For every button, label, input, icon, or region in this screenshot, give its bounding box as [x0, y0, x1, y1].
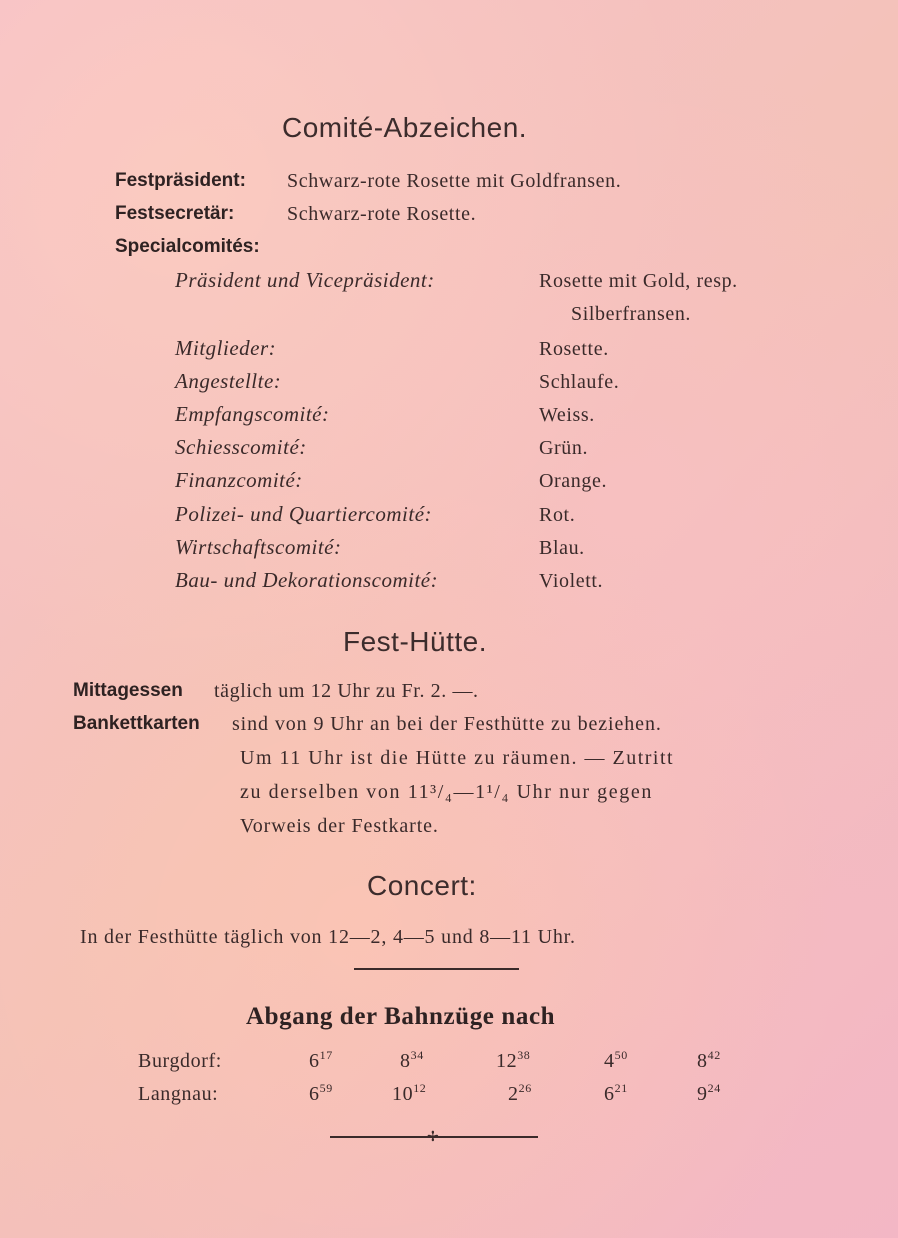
- specialcomites-label: Specialcomités:: [115, 236, 260, 257]
- bankett-text: sind von 9 Uhr an bei der Festhütte zu beziehen.: [232, 713, 662, 735]
- festsecretaer-value: Schwarz-rote Rosette.: [287, 203, 477, 225]
- comite-role: Angestellte:: [175, 369, 282, 393]
- train-time: $12^{38}$: [496, 1048, 531, 1072]
- comite-value: Schlaufe.: [539, 371, 620, 393]
- comite-value: Rot.: [539, 504, 576, 526]
- train-time: $6^{21}$: [604, 1081, 628, 1105]
- station-langnau: Langnau:: [138, 1083, 219, 1105]
- bankett-text: Vorweis der Festkarte.: [240, 815, 439, 837]
- bankett-text: Um 11 Uhr ist die Hütte zu räumen. — Zutritt: [240, 747, 675, 769]
- mittagessen-label: Mittagessen: [73, 680, 183, 701]
- comite-role: Empfangscomité:: [175, 402, 330, 426]
- train-time: $8^{34}$: [400, 1048, 424, 1072]
- train-time: $2^{26}$: [508, 1081, 532, 1105]
- train-time: $10^{12}$: [392, 1081, 427, 1105]
- bankett-label: Bankettkarten: [73, 713, 200, 734]
- festpraesident-label: Festpräsident:: [115, 170, 246, 191]
- comite-role: Wirtschaftscomité:: [175, 535, 342, 559]
- comite-heading: Comité-Abzeichen.: [282, 112, 528, 143]
- comite-value: Weiss.: [539, 404, 595, 426]
- station-burgdorf: Burgdorf:: [138, 1050, 222, 1072]
- festpraesident-value: Schwarz-rote Rosette mit Goldfransen.: [287, 170, 622, 192]
- comite-role: Polizei- und Quartiercomité:: [175, 502, 433, 526]
- bankett-text: zu derselben von 11³/₄—1¹/₄ Uhr nur gegen: [240, 781, 653, 803]
- festhuette-heading: Fest-Hütte.: [343, 626, 487, 657]
- comite-value: Rosette mit Gold, resp.: [539, 270, 738, 292]
- train-time: $8^{42}$: [697, 1048, 721, 1072]
- comite-value: Violett.: [539, 570, 604, 592]
- comite-role: Bau- und Dekorationscomité:: [175, 568, 439, 592]
- divider: [354, 968, 519, 970]
- concert-text: In der Festhütte täglich von 12—2, 4—5 und 8—11 Uhr.: [80, 926, 576, 948]
- comite-value: Silberfransen.: [571, 303, 692, 325]
- train-time: $6^{59}$: [309, 1081, 333, 1105]
- comite-role: Finanzcomité:: [175, 468, 303, 492]
- comite-value: Grün.: [539, 437, 589, 459]
- ornament-icon: ✢: [427, 1130, 439, 1145]
- comite-role: Präsident und Vicepräsident:: [175, 268, 435, 292]
- bahn-heading: Abgang der Bahnzüge nach: [246, 1003, 556, 1030]
- train-time: $6^{17}$: [309, 1048, 333, 1072]
- train-time: $4^{50}$: [604, 1048, 628, 1072]
- mittagessen-text: täglich um 12 Uhr zu Fr. 2. —.: [214, 680, 479, 702]
- comite-role: Mitglieder:: [175, 336, 277, 360]
- concert-heading: Concert:: [367, 870, 477, 901]
- comite-value: Orange.: [539, 470, 608, 492]
- train-time: $9^{24}$: [697, 1081, 721, 1105]
- comite-value: Blau.: [539, 537, 585, 559]
- festsecretaer-label: Festsecretär:: [115, 203, 235, 224]
- comite-role: Schiesscomité:: [175, 435, 307, 459]
- comite-value: Rosette.: [539, 338, 609, 360]
